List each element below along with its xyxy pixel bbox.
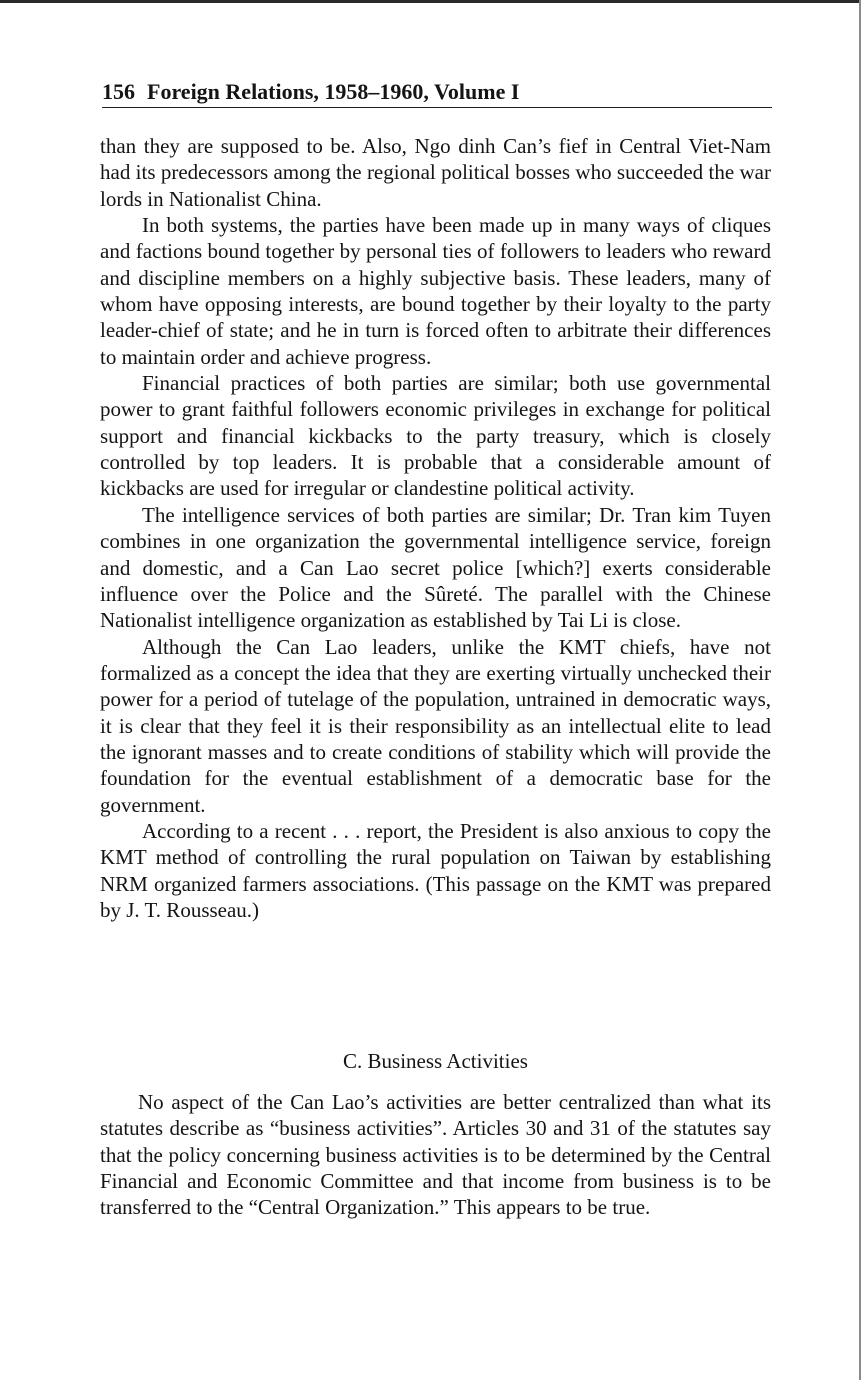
section-heading: C. Business Activities (343, 1049, 528, 1073)
running-head (102, 77, 772, 108)
page-top-edge (0, 0, 861, 3)
paragraph-tutelage: Although the Can Lao leaders, unlike the KMT chiefs, have not formalized as a concept the idea that they are exerting virtually unchecked their power for a period of tutelage of the population, untrained in democratic ways, it is clear that they feel it is their responsibility as an intellectual elite to lead the ignorant masses and to create conditions of stability which will provide the foundation for the eventual establishment of a democratic base for the government. (100, 634, 771, 817)
running-title: Foreign Relations, 1958–1960, Volume I (147, 79, 520, 104)
paragraph-business-activities: No aspect of the Can Lao’s activities are better centralized than what its statutes describe as “business activities”. Articles 30 and 31 of the statutes say that the policy concerning business activities is to be determined by the Central Financial and Economic Committee and that income from business is to be transferred to the “Central Organization.” This appears to be true. (100, 1090, 771, 1220)
paragraph-kmt-method: According to a recent . . . report, the President is also anxious to copy the KMT method of controlling the rural population on Taiwan by establishing NRM organized farmers associations. (This passage on the KMT was prepared by J. T. Rousseau.) (100, 818, 771, 922)
paragraph-intelligence-services: The intelligence services of both parties are similar; Dr. Tran kim Tuyen combines in one organization the governmental intelligence service, foreign and domestic, and a Can Lao secret police [which?] exerts considerable influence over the Police and the Sûreté. The parallel with the Chinese Nationalist intelligence organization as established by Tai Li is close. (100, 502, 771, 633)
body-text (100, 133, 771, 923)
page-number: 156 (102, 79, 135, 104)
section-text (100, 1089, 771, 1221)
paragraph-financial-practices: Financial practices of both parties are similar; both use governmental power to grant faithful followers economic privileges in exchange for political support and financial kickbacks to the party treasury, which is closely controlled by top leaders. It is probable that a considerable amount of kickbacks are used for irregular or clandestine political activity. (100, 371, 771, 501)
paragraph-continuation: than they are supposed to be. Also, Ngo dinh Can’s fief in Central Viet-Nam had its predecessors among the regional political bosses who succeeded the war lords in Nationalist China. (100, 134, 771, 211)
paragraph-party-systems: In both systems, the parties have been made up in many ways of cliques and factions bound together by personal ties of followers to leaders who reward and discipline members on a highly subjective basis. These leaders, many of whom have opposing interests, are bound together by their loyalty to the party leader-chief of state; and he in turn is forced often to arbitrate their differences to maintain order and achieve progress. (100, 213, 771, 369)
